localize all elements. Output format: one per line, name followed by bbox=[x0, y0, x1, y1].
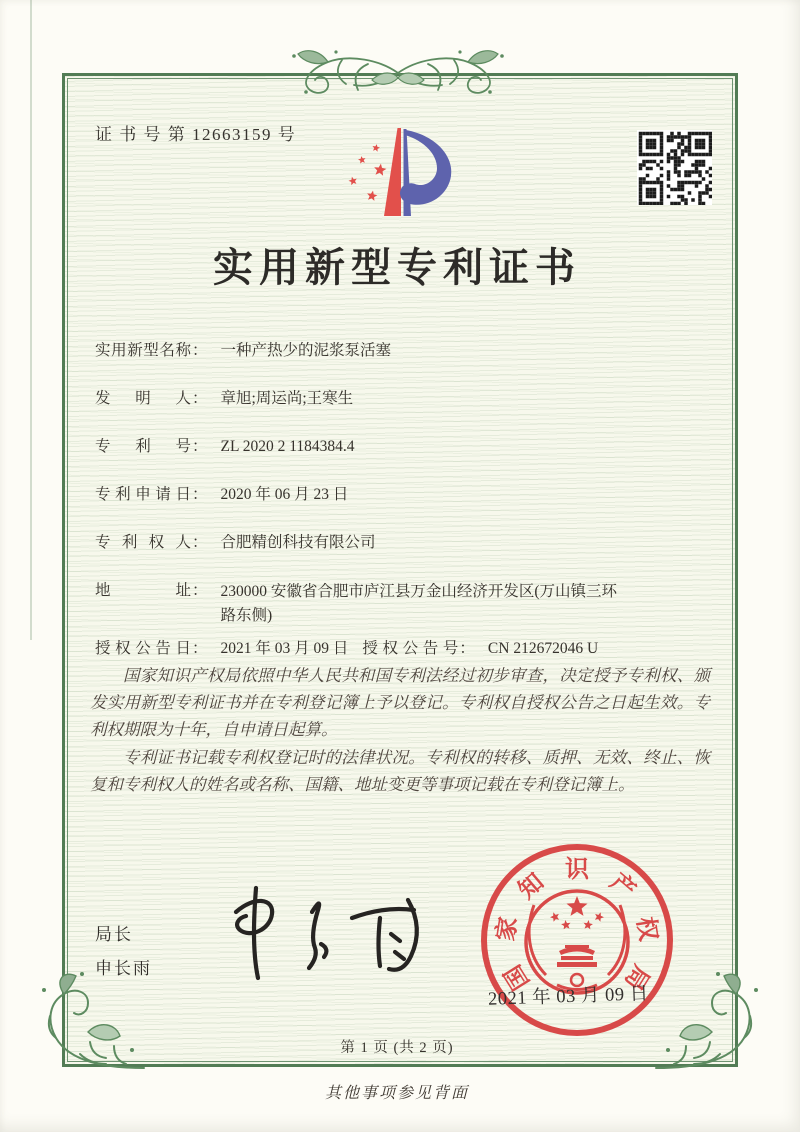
field-label: 授权公告日 bbox=[95, 640, 191, 657]
cnipa-round-seal-icon bbox=[462, 825, 692, 1055]
national-emblem-icon bbox=[529, 896, 625, 990]
field-row-patentee: 专利权人 ： 合肥精创科技有限公司 bbox=[95, 532, 695, 554]
field-value: CN 212672046 U bbox=[487, 640, 599, 657]
seal-char: 家 bbox=[493, 915, 523, 943]
field-row-utility-model-name: 实用新型名称 ： 一种产热少的泥浆泵活塞 bbox=[95, 340, 695, 362]
cnipa-logo-icon bbox=[340, 120, 460, 225]
logo-star-icon bbox=[373, 144, 381, 152]
field-label: 专利申请日 bbox=[95, 486, 191, 503]
page-number: 第 1 页 (共 2 页) bbox=[340, 1040, 454, 1056]
field-row-filing-date: 专利申请日 ： 2020 年 06 月 23 日 bbox=[95, 484, 695, 506]
legal-text bbox=[90, 662, 710, 799]
qr-code-icon bbox=[637, 130, 712, 205]
field-value: 230000 安徽省合肥市庐江县万金山经济开发区(万山镇三环路东侧) bbox=[220, 583, 618, 624]
certificate-number: 证 书 号 第 12663159 号 bbox=[95, 125, 297, 144]
field-pair-grant-number: 授权公告号 ： CN 212672046 U bbox=[362, 638, 598, 660]
signer-title: 局长 bbox=[95, 925, 133, 944]
field-value: 一种产热少的泥浆泵活塞 bbox=[220, 342, 392, 359]
field-label: 实用新型名称 bbox=[95, 342, 191, 359]
seal-char: 国 bbox=[500, 960, 536, 995]
field-row-patent-number: 专利号 ： ZL 2020 2 1184384.4 bbox=[95, 436, 695, 458]
seal-char: 局 bbox=[618, 960, 654, 995]
scan-edge-artifact bbox=[30, 0, 32, 640]
logo-star-icon bbox=[374, 164, 386, 176]
logo-star-icon bbox=[367, 191, 377, 201]
field-value: 合肥精创科技有限公司 bbox=[220, 534, 376, 551]
field-row-inventors: 发明人 ： 章旭;周运尚;王寒生 bbox=[95, 388, 695, 410]
field-label: 授权公告号 bbox=[362, 640, 459, 657]
field-list bbox=[95, 340, 695, 686]
field-value: 章旭;周运尚;王寒生 bbox=[220, 390, 354, 407]
field-label: 发明人 bbox=[95, 390, 191, 407]
field-value: ZL 2020 2 1184384.4 bbox=[220, 438, 355, 455]
field-row-address: 地址 ： 230000 安徽省合肥市庐江县万金山经济开发区(万山镇三环路东侧) bbox=[95, 580, 695, 628]
top-border-ornament-icon bbox=[272, 46, 524, 100]
seal-char: 产 bbox=[604, 869, 641, 905]
field-value: 2020 年 06 月 23 日 bbox=[220, 486, 349, 503]
seal-date: 2021 年 03 月 09 日 bbox=[487, 984, 650, 1010]
field-label: 地址 bbox=[95, 582, 191, 599]
legal-paragraph-1: 国家知识产权局依照中华人民共和国专利法经过初步审查，决定授予专利权、颁发实用新型专利证书并在专利登记簿上予以登记。专利权自授权公告之日起生效。专利权期限为十年，自申请日起算。 bbox=[90, 666, 710, 739]
certificate-title: 实用新型专利证书 bbox=[213, 245, 581, 290]
back-side-note: 其他事项参见背面 bbox=[324, 1085, 469, 1102]
seal-char: 识 bbox=[565, 857, 589, 883]
legal-paragraph-2: 专利证书记载专利权登记时的法律状况。专利权的转移、质押、无效、终止、恢复和专利权人的姓名或名称、国籍、地址变更等事项记载在专利登记簿上。 bbox=[90, 748, 710, 794]
field-label: 专利权人 bbox=[95, 534, 191, 551]
logo-star-icon bbox=[358, 156, 366, 164]
seal-char: 知 bbox=[513, 869, 550, 905]
signer-block bbox=[95, 918, 152, 986]
signer-name: 申长雨 bbox=[95, 959, 152, 978]
field-row-grant-publication: 授权公告日 ： 2021 年 03 月 09 日 授权公告号 ： CN 212672046 U bbox=[95, 638, 695, 660]
seal-char: 权 bbox=[631, 915, 661, 943]
director-signature bbox=[220, 878, 430, 988]
field-label: 专利号 bbox=[95, 438, 191, 455]
bottom-left-corner-ornament-icon bbox=[36, 970, 148, 1078]
field-value: 2021 年 03 月 09 日 bbox=[220, 640, 349, 657]
logo-star-icon bbox=[349, 177, 357, 186]
